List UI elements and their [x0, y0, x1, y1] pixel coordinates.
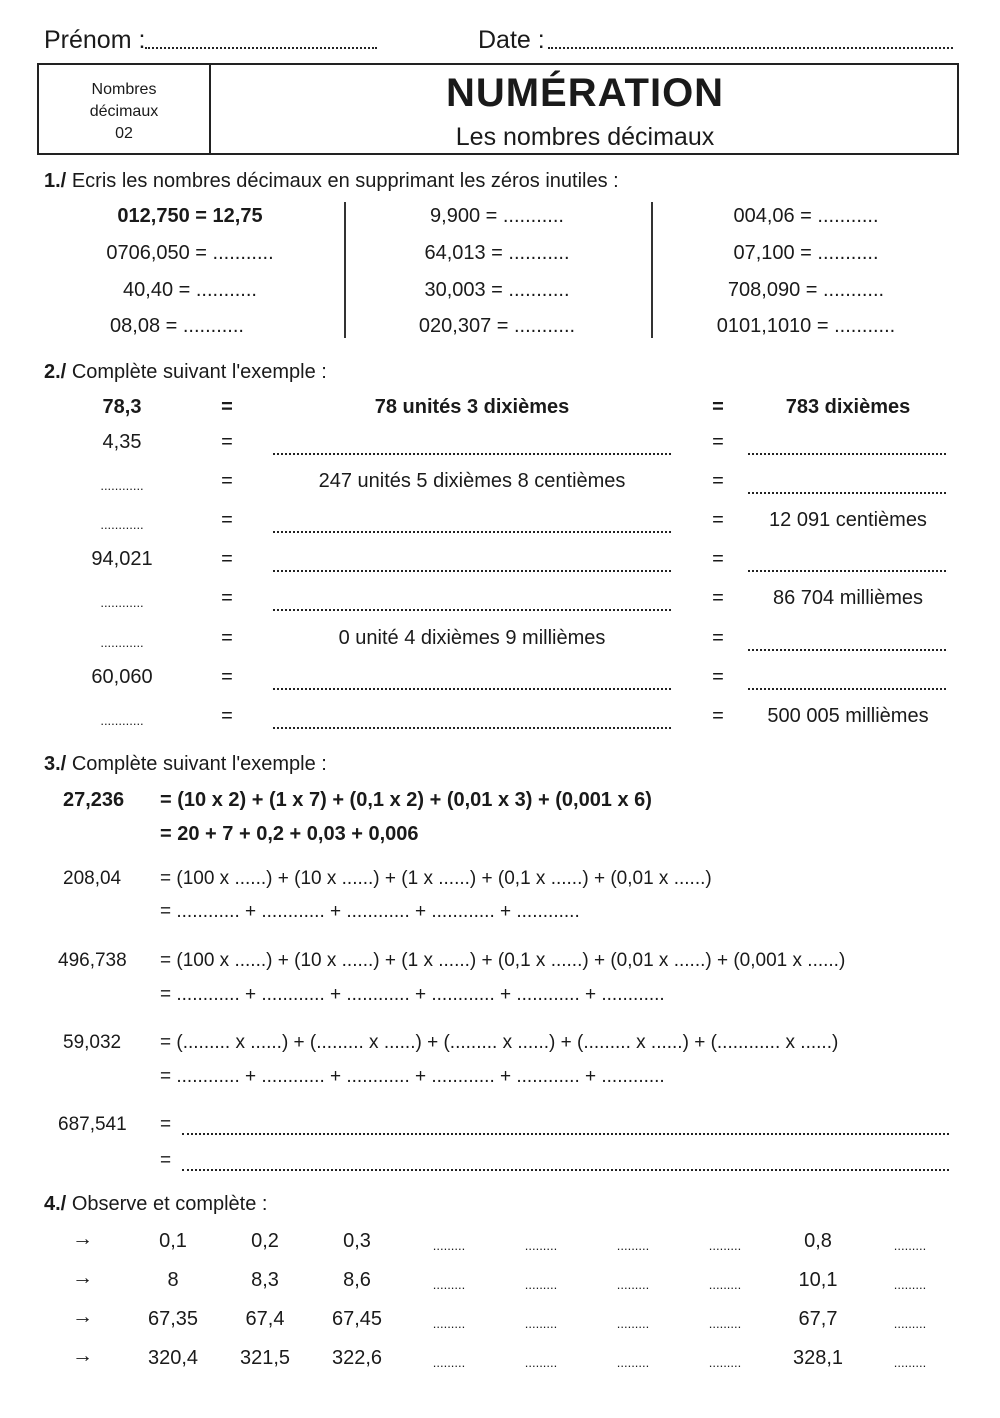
ex3-number: 59,032	[63, 1032, 122, 1053]
arrow-icon: →	[72, 1305, 93, 1328]
ex2-units-blank[interactable]	[273, 453, 671, 455]
exercise-4-heading	[44, 1193, 267, 1216]
sequence-blank[interactable]: .........	[432, 1316, 466, 1331]
ex2-units-text: 78 unités 3 dixièmes	[374, 396, 570, 418]
ex2-equals: =	[221, 705, 233, 727]
sequence-value: 8	[167, 1269, 179, 1291]
first-name-field[interactable]	[145, 47, 377, 49]
ex1-item[interactable]: 708,090 = ...........	[727, 279, 885, 301]
arrow-icon: →	[72, 1227, 93, 1250]
ex2-equals: =	[712, 509, 724, 531]
ex2-equals: =	[221, 470, 233, 492]
sequence-blank[interactable]: .........	[616, 1277, 650, 1292]
exercise-1-heading	[44, 170, 619, 193]
ex2-equals: =	[221, 666, 233, 688]
sequence-value: 67,35	[147, 1308, 199, 1330]
ex1-item[interactable]: 64,013 = ...........	[424, 242, 570, 264]
ex2-decimal: 78,3	[102, 396, 142, 418]
sequence-blank[interactable]: .........	[893, 1238, 927, 1253]
ex2-units-text[interactable]: 0 unité 4 dixièmes 9 millièmes	[338, 627, 606, 649]
sequence-value: 10,1	[798, 1269, 838, 1291]
sequence-value: 321,5	[239, 1347, 291, 1369]
ex2-equals: =	[712, 627, 724, 649]
ex2-equals: =	[712, 666, 724, 688]
ex2-equals: =	[712, 396, 724, 418]
first-name-label: Prénom :	[44, 26, 146, 54]
ex2-total-text[interactable]: 500 005 millièmes	[767, 705, 929, 727]
ex2-total-text[interactable]: 86 704 millièmes	[772, 587, 924, 609]
ex1-item[interactable]: 0706,050 = ...........	[106, 242, 274, 264]
sequence-blank[interactable]: .........	[893, 1355, 927, 1370]
sequence-value: 0,3	[343, 1230, 371, 1252]
ex1-item[interactable]: 9,900 = ...........	[430, 205, 564, 227]
ex2-decimal[interactable]: 94,021	[91, 548, 153, 570]
ex1-item[interactable]: 08,08 = ...........	[110, 315, 244, 337]
ex2-equals: =	[712, 587, 724, 609]
sequence-blank[interactable]: .........	[708, 1316, 742, 1331]
page-subtitle: Les nombres décimaux	[455, 123, 715, 151]
ex2-units-blank[interactable]	[273, 609, 671, 611]
sequence-blank[interactable]: .........	[524, 1238, 558, 1253]
ex3-sum-line[interactable]: = ............ + ............ + ............ + ............ + ............	[160, 901, 580, 922]
column-separator	[651, 202, 653, 338]
sequence-value: 8,3	[251, 1269, 279, 1291]
exercise-number: 1./	[44, 170, 67, 192]
page-title: NUMÉRATION	[445, 71, 725, 115]
sequence-blank[interactable]: .........	[708, 1238, 742, 1253]
sequence-blank[interactable]: .........	[893, 1316, 927, 1331]
ex3-sum-line[interactable]: = ............ + ............ + ............ + ............ + ............ + ............	[160, 984, 665, 1005]
ex2-equals: =	[221, 509, 233, 531]
ex3-example-line: = 20 + 7 + 0,2 + 0,03 + 0,006	[160, 823, 419, 845]
ex2-units-blank[interactable]	[273, 727, 671, 729]
sequence-value: 67,7	[798, 1308, 838, 1330]
ex2-equals: =	[712, 705, 724, 727]
ex3-example-number: 27,236	[63, 789, 125, 811]
ex2-equals: =	[221, 587, 233, 609]
ex2-decimal[interactable]: 4,35	[102, 431, 142, 453]
sequence-value: 320,4	[147, 1347, 199, 1369]
arrow-icon: →	[72, 1344, 93, 1367]
exercise-2-heading	[44, 361, 327, 384]
ex2-decimal[interactable]: 60,060	[91, 666, 153, 688]
ex3-decomposition-line[interactable]: = (100 x ......) + (10 x ......) + (1 x ......) + (0,1 x ......) + (0,01 x ......)	[160, 868, 712, 889]
column-separator	[344, 202, 346, 338]
sequence-blank[interactable]: .........	[432, 1355, 466, 1370]
exercise-instruction: Complète suivant l'exemple :	[71, 753, 327, 775]
ex2-total-blank[interactable]	[748, 688, 946, 690]
ex2-decimal-blank[interactable]: ............	[100, 595, 144, 610]
ex2-units-blank[interactable]	[273, 688, 671, 690]
ex1-item[interactable]: 07,100 = ...........	[733, 242, 879, 264]
sequence-blank[interactable]: .........	[524, 1316, 558, 1331]
sequence-value: 0,2	[251, 1230, 279, 1252]
ex2-equals: =	[221, 548, 233, 570]
worksheet-code-line: décimaux	[89, 103, 159, 120]
ex2-equals: =	[221, 396, 233, 418]
exercise-number: 3./	[44, 753, 67, 775]
ex2-decimal-blank[interactable]: ............	[100, 713, 144, 728]
sequence-value: 0,1	[159, 1230, 187, 1252]
ex1-item[interactable]: 40,40 = ...........	[123, 279, 257, 301]
ex2-decimal-blank[interactable]: ............	[100, 478, 144, 493]
exercise-instruction: Observe et complète :	[71, 1193, 268, 1215]
ex3-equals: =	[160, 1150, 172, 1171]
ex2-total-blank[interactable]	[748, 453, 946, 455]
exercise-number: 2./	[44, 361, 67, 383]
exercise-instruction: Complète suivant l'exemple :	[71, 361, 327, 383]
ex2-units-blank[interactable]	[273, 570, 671, 572]
ex2-units-blank[interactable]	[273, 531, 671, 533]
sequence-blank[interactable]: .........	[524, 1277, 558, 1292]
ex3-equals: =	[160, 1114, 172, 1135]
ex3-decomposition-line[interactable]: = (......... x ......) + (......... x ......) + (......... x ......) + (......... x ......) + (............ x ......)	[160, 1032, 839, 1053]
ex2-units-text[interactable]: 247 unités 5 dixièmes 8 centièmes	[318, 470, 626, 492]
date-field[interactable]	[548, 47, 953, 49]
ex1-example: 012,750 = 12,75	[117, 205, 263, 227]
ex1-item[interactable]: 020,307 = ...........	[418, 315, 576, 337]
sequence-blank[interactable]: .........	[616, 1238, 650, 1253]
ex3-number: 687,541	[58, 1114, 127, 1135]
sequence-value: 67,4	[245, 1308, 285, 1330]
ex3-answer-line[interactable]	[182, 1169, 949, 1171]
ex2-equals: =	[712, 470, 724, 492]
ex2-total-blank[interactable]	[748, 570, 946, 572]
ex1-item[interactable]: 30,003 = ...........	[424, 279, 570, 301]
sequence-value: 0,8	[804, 1230, 832, 1252]
sequence-value: 8,6	[343, 1269, 371, 1291]
ex2-equals: =	[221, 431, 233, 453]
ex3-number: 208,04	[63, 868, 122, 889]
worksheet-code	[39, 79, 209, 145]
sequence-blank[interactable]: .........	[432, 1277, 466, 1292]
exercise-3-heading	[44, 753, 327, 776]
ex2-equals: =	[221, 627, 233, 649]
ex3-answer-line[interactable]	[182, 1133, 949, 1135]
sequence-value: 328,1	[792, 1347, 844, 1369]
ex2-total-text: 783 dixièmes	[785, 396, 911, 418]
sequence-blank[interactable]: .........	[893, 1277, 927, 1292]
ex2-total-blank[interactable]	[748, 492, 946, 494]
title-box	[37, 63, 959, 155]
ex2-equals: =	[712, 548, 724, 570]
worksheet-code-line: Nombres	[91, 81, 157, 98]
exercise-instruction: Ecris les nombres décimaux en supprimant les zéros inutiles :	[71, 170, 619, 192]
sequence-blank[interactable]: .........	[524, 1355, 558, 1370]
worksheet-code-line: 02	[115, 125, 133, 142]
sequence-blank[interactable]: .........	[616, 1316, 650, 1331]
ex2-equals: =	[712, 431, 724, 453]
ex2-decimal-blank[interactable]: ............	[100, 635, 144, 650]
arrow-icon: →	[72, 1266, 93, 1289]
sequence-blank[interactable]: .........	[708, 1277, 742, 1292]
ex2-total-blank[interactable]	[748, 649, 946, 651]
ex2-total-text[interactable]: 12 091 centièmes	[769, 509, 927, 531]
ex2-decimal-blank[interactable]: ............	[100, 517, 144, 532]
ex3-number: 496,738	[58, 950, 127, 971]
sequence-value: 67,45	[331, 1308, 383, 1330]
sequence-blank[interactable]: .........	[708, 1355, 742, 1370]
sequence-value: 322,6	[331, 1347, 383, 1369]
ex1-item[interactable]: 004,06 = ...........	[733, 205, 879, 227]
date-label: Date :	[478, 26, 545, 54]
ex3-decomposition-line[interactable]: = (100 x ......) + (10 x ......) + (1 x ......) + (0,1 x ......) + (0,01 x ......) + (0,001 x ......)	[160, 950, 846, 971]
sequence-blank[interactable]: .........	[432, 1238, 466, 1253]
ex1-item[interactable]: 0101,1010 = ...........	[716, 315, 896, 337]
ex3-sum-line[interactable]: = ............ + ............ + ............ + ............ + ............ + ............	[160, 1066, 665, 1087]
ex3-example-line: = (10 x 2) + (1 x 7) + (0,1 x 2) + (0,01 x 3) + (0,001 x 6)	[160, 789, 652, 811]
sequence-blank[interactable]: .........	[616, 1355, 650, 1370]
exercise-number: 4./	[44, 1193, 67, 1215]
